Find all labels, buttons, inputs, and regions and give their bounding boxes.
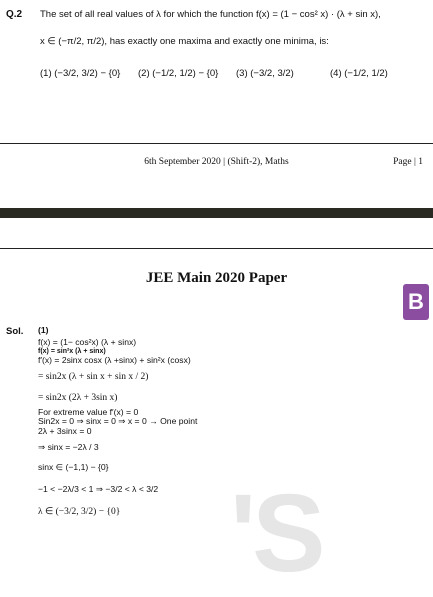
solution-line: ⇒ sinx = −2λ / 3 (38, 442, 99, 453)
page-number: Page | 1 (393, 157, 423, 167)
page-break-band (0, 208, 433, 218)
solution-line: f′(x) = 2sinx cosx (λ +sinx) + sin²x (cosx) (38, 354, 191, 365)
solution-line: λ ∈ (−3/2, 3/2) − {0} (38, 506, 121, 517)
option-2[interactable] (138, 68, 218, 79)
option-1-value: (−3/2, 3/2) − {0} (54, 68, 121, 79)
option-4[interactable] (330, 68, 388, 79)
footer-center-text: 6th September 2020 | (Shift-2), Maths (144, 157, 289, 167)
solution-line: (1) (38, 325, 49, 335)
solution-line: f(x) = (1− cos²x) (λ + sinx) (38, 336, 137, 347)
page-title: JEE Main 2020 Paper (145, 270, 288, 286)
option-3[interactable] (236, 68, 294, 79)
question-text-line1: The set of all real values of λ for which the function f(x) = (1 − cos² x) · (λ + sin x), (40, 9, 381, 20)
solution-line: For extreme value f′(x) = 0 (38, 406, 139, 417)
option-3-value: (−3/2, 3/2) (250, 68, 294, 79)
solution-line: −1 < −2λ/3 < 1 ⇒ −3/2 < λ < 3/2 (38, 483, 159, 494)
option-3-label: (3) (236, 68, 248, 79)
option-1-label: (1) (40, 68, 52, 79)
option-4-label: (4) (330, 68, 342, 79)
solution-line: Sin2x = 0 ⇒ sinx = 0 ⇒ x = 0 → One point (38, 416, 198, 427)
option-2-label: (2) (138, 68, 150, 79)
solution-line: sinx ∈ (−1,1) − {0} (38, 462, 109, 473)
footer-rule (0, 143, 433, 144)
option-4-value: (−1/2, 1/2) (344, 68, 388, 79)
solution-line: 2λ + 3sinx = 0 (38, 426, 92, 437)
solution-body (38, 326, 428, 518)
solution-line: f(x) = sin²x (λ + sinx) (38, 347, 106, 355)
solution-line: = sin2x (λ + sin x + sin x / 2) (38, 371, 149, 382)
solution-label: Sol. (6, 326, 24, 337)
option-2-value: (−1/2, 1/2) − {0} (152, 68, 219, 79)
watermark: 'S (230, 472, 322, 595)
option-1[interactable] (40, 68, 120, 79)
solution-line: = sin2x (2λ + 3sin x) (38, 392, 118, 403)
header-rule (0, 248, 433, 249)
question-text-line2: x ∈ (−π/2, π/2), has exactly one maxima and exactly one minima, is: (40, 36, 329, 47)
brand-logo: B (403, 284, 429, 320)
question-number: Q.2 (6, 9, 23, 20)
